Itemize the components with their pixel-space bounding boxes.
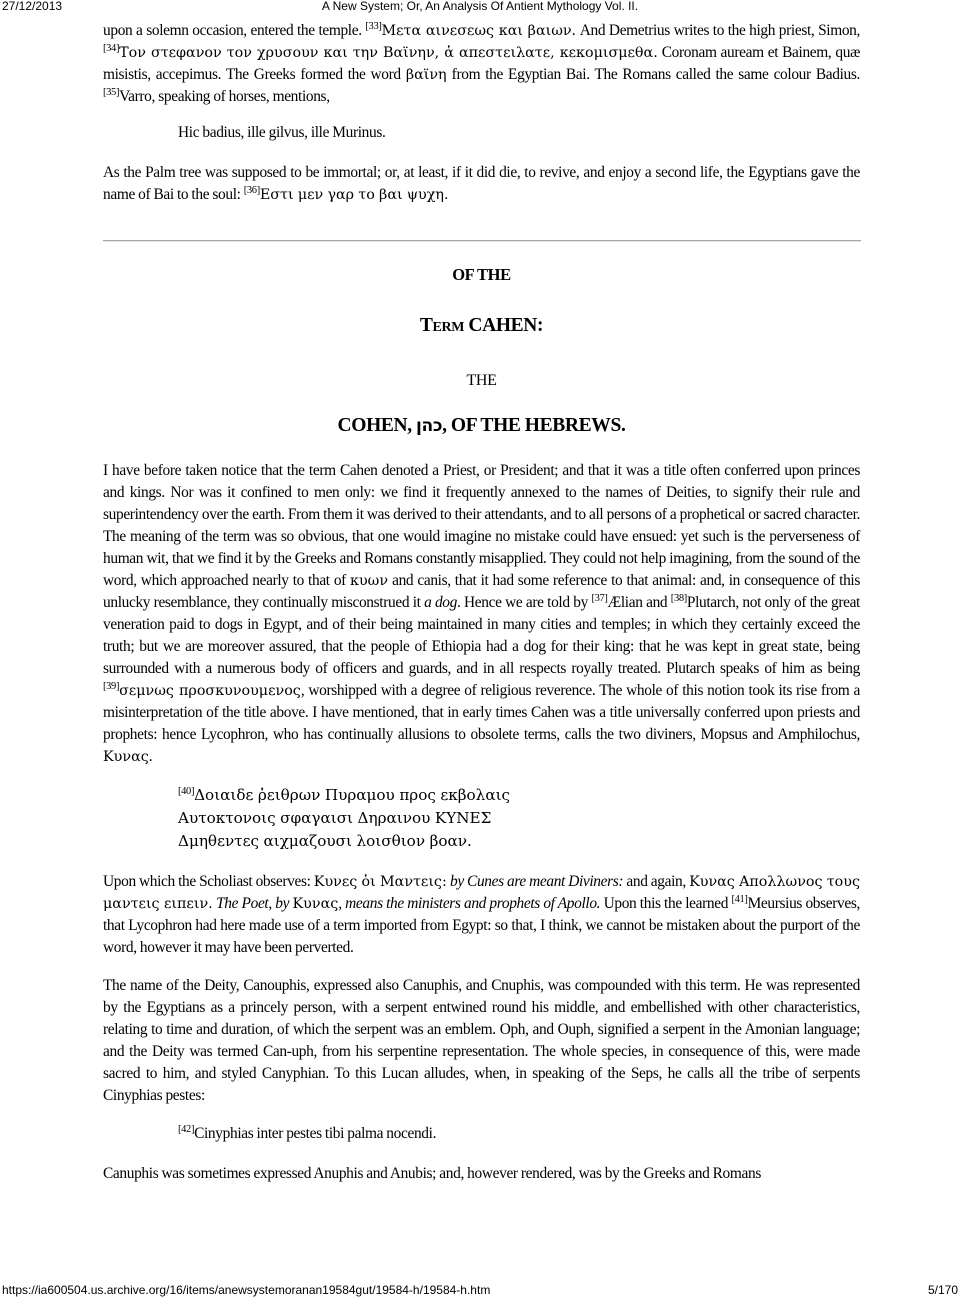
verse-line — [178, 830, 860, 853]
text: . Hence we are told by — [457, 594, 592, 611]
heading-the: THE — [466, 372, 497, 389]
greek-text: Κυνας — [103, 749, 149, 765]
footnote-link-33[interactable]: [33] — [365, 21, 382, 32]
greek-text: κυων — [350, 573, 389, 589]
footnote-link-37[interactable]: [37] — [591, 593, 608, 604]
verse-lycophron — [178, 784, 860, 853]
text: . — [148, 748, 153, 765]
text: As the Palm tree was supposed to be immortal; or, at least, if it did die, to revive, and enjoy a second life, the Egyptians gave the name of Bai to the soul: — [103, 164, 860, 203]
footnote-link-35[interactable]: [35] — [103, 87, 120, 98]
paragraph-canouphis: The name of the Deity, Canouphis, expressed also Canuphis, and Cnuphis, was compounded with this term. He was represented by the Egyptians as a princely person, with a serpent entwined round his middle, and embellished with other characteristics, relating to time and duration, of which the serpent was an emblem. Oph, and Ouph, signified a serpent in the Amonian language; and the Deity was termed Can-uph, from his serpentine representation. The whole species, in consequence of this, were made sacred to him, and styled Canyphian. To this Lucan alludes, when, in speaking of the Seps, he calls all the tribe of serpents Cinyphias pestes: — [103, 977, 860, 1104]
paragraph-palm — [103, 162, 860, 206]
text: Varro, speaking of horses, mentions, — [119, 88, 330, 105]
greek-text: Κυνας — [292, 896, 339, 912]
text: Meursius observes, that Lycophron had here made use of a term imported from Egypt: so that, I think, we cannot be mistaken about the purport of the word, however it may have been perverted. — [103, 895, 861, 956]
text: Plutarch, not only of the great veneration paid to dogs in Egypt, and of their being maintained in many cities and temples; in which they certainly exceed the truth; but we are moreover assured, that the people of Ethiopia had a dog for their king: that he was kept in great state, being surrounded with a numerous body of officers and guards, and in all respects royally treated. Plutarch speaks of him as being — [103, 594, 860, 677]
text: And Demetrius writes to the high priest, Simon, — [576, 22, 861, 39]
paragraph-canuphis: Canuphis was sometimes expressed Anuphis and Anubis; and, however rendered, was by the Greeks and Romans — [103, 1165, 761, 1182]
greek-text: Δοιαιδε ῥειθρων Πυραμου προς εκβολαις — [194, 786, 511, 804]
quote-line: Hic badius, ille gilvus, ille Murinus. — [178, 124, 386, 141]
text: Cinyphias inter pestes tibi palma nocendi. — [194, 1125, 437, 1142]
greek-text: σεμνως προσκυνουμενος — [119, 683, 301, 699]
small-caps-initial: T — [419, 315, 433, 336]
heading-cohen-hebrews — [103, 414, 860, 438]
heading-term-cahen — [103, 314, 860, 340]
text: and again, — [623, 873, 690, 890]
text: , worshipped with a degree of religious reverence. The whole of this notion took its rise from a misinterpretation of the title above. I have mentioned, that in early times Cahen was a title universally conferred upon priests and prophets: hence Lycophron, who has continually allusions to obsolete terms, calls the two diviners, Mopsus and Amphilochus, — [103, 682, 860, 743]
text: upon a solemn occasion, entered the temple. — [103, 22, 366, 39]
greek-text: βαϊνη — [405, 67, 447, 83]
text: I have before taken notice that the term Cahen denoted a Priest, or President; and that it was a title often conferred upon princes and kings. Nor was it confined to men only: we find it frequently annexed to the names of Deities, to signify their rule and superintendency over the earth. From them it was derived to their attendants, and to all persons of a prophetical or sacred character. The meaning of the term was so obvious, that one would imagine no mistake could have ensued: yet such is the perverseness of human wit, that we find it by the Greeks and Romans constantly misapplied. They could not help imagining, from the sound of the word, which approached nearly to that of — [103, 462, 860, 589]
text: Upon which the Scholiast observes: — [103, 873, 314, 890]
text: and canis, that it had some reference to that animal: and, in consequence of this unlucky resemblance, they continually misconstrued it — [103, 572, 861, 611]
quote-line — [178, 1123, 860, 1145]
italic-text: The Poet, by — [212, 895, 293, 912]
print-header — [0, 0, 960, 14]
greek-text: Μετα αινεσεως και βαιων. — [381, 23, 577, 39]
verse-line — [178, 807, 860, 830]
text: Upon this the learned — [600, 895, 732, 912]
italic-text: by Cunes are meant Diviners: — [446, 873, 624, 890]
print-date: 27/12/2013 — [2, 0, 63, 13]
heading-text: CAHEN: — [464, 315, 544, 336]
heading-of-the: OF THE — [452, 265, 511, 284]
heading-text: , OF THE HEBREWS. — [442, 415, 626, 436]
text: Coronam auream et Bainem, quæ misistis, accepimus. The Greeks formed the word — [103, 44, 860, 83]
small-caps-rest: ERM — [432, 320, 465, 335]
quote-lucan — [178, 1123, 860, 1145]
italic-text: a dog — [424, 594, 457, 611]
footnote-link-34[interactable]: [34] — [103, 43, 120, 54]
print-footer — [0, 1283, 960, 1297]
footnote-link-41[interactable]: [41] — [731, 894, 748, 905]
footnote-link-38[interactable]: [38] — [670, 593, 687, 604]
text: from the Egyptian Bai. The Romans called the same colour Badius. — [446, 66, 860, 83]
paragraph-bai — [103, 20, 860, 108]
greek-text: Κυνες ὁι Μαντεις: — [313, 874, 447, 890]
greek-text: Τον στεφανον τον χρυσουν και την Βαϊνην, ἁ απεστειλατε, κεκομισμεθα. — [119, 45, 658, 61]
page-number: 5/170 — [927, 1283, 958, 1297]
print-url: https://ia600504.us.archive.org/16/items/anewsystemoranan19584gut/19584-h/19584-h.htm — [2, 1283, 491, 1297]
greek-text: Αυτοκτονοις σφαγαισι Δηραινου ΚΥΝΕΣ — [178, 809, 492, 827]
heading-text: COHEN, — [337, 415, 417, 436]
greek-text: Κυνας Απολλωνος τους μαντεις ειπειν. — [103, 874, 860, 912]
italic-text: , means the ministers and prophets of Apollo. — [338, 895, 601, 912]
paragraph-cahen — [103, 460, 860, 768]
verse-line — [178, 784, 860, 807]
quote-varro — [178, 122, 860, 144]
page-content — [103, 20, 860, 1201]
section-divider — [103, 240, 861, 242]
footnote-link-39[interactable]: [39] — [103, 681, 120, 692]
footnote-link-40[interactable]: [40] — [178, 786, 195, 797]
paragraph-scholiast — [103, 871, 860, 959]
hebrew-text: כהן — [416, 416, 443, 436]
print-title: A New System; Or, An Analysis Of Antient Mythology Vol. II. — [321, 0, 639, 13]
text: Ælian and — [607, 594, 671, 611]
footnote-link-36[interactable]: [36] — [243, 185, 260, 196]
greek-text: Εστι μεν γαρ το βαι ψυχη. — [259, 187, 449, 203]
footnote-link-42[interactable]: [42] — [178, 1124, 195, 1135]
greek-text: Δμηθεντες αιχμαζουσι λοισθιον βοαν. — [178, 832, 472, 850]
